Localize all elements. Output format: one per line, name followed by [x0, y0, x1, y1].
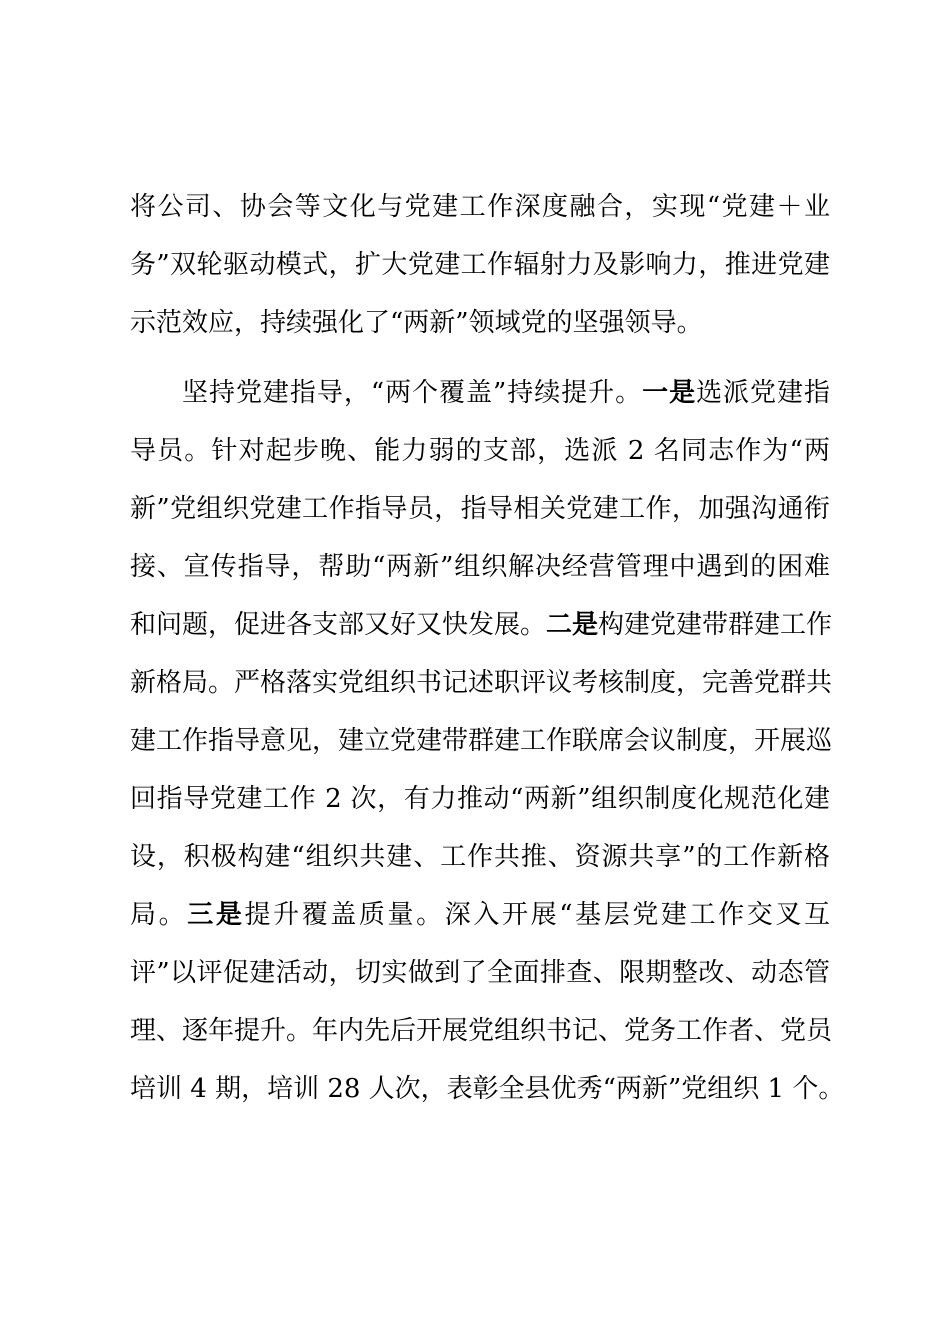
paragraph-2-line-9: 设，积极构建“组织共建、工作共推、资源共享”的工作新格 [130, 842, 830, 872]
paragraph-1-line-2: 务”双轮驱动模式，扩大党建工作辐射力及影响力，推进党建 [130, 250, 830, 280]
paragraph-2-line-4: 接、宣传指导，帮助“两新”组织解决经营管理中遇到的困难 [130, 552, 830, 582]
bold-marker-three: 三是 [187, 900, 245, 930]
paragraph-2-line-5 [130, 596, 833, 654]
paragraph-1-line-3: 示范效应，持续强化了“两新”领域党的坚强领导。 [130, 308, 703, 338]
paragraph-2-line-10 [130, 886, 830, 944]
line-text: 坚持党建指导，“两个覆盖”持续提升。 [182, 378, 643, 408]
bold-marker-two: 二是 [546, 610, 599, 640]
paragraph-2-line-6: 新格局。严格落实党组织书记述职评议考核制度，完善党群共 [130, 668, 833, 698]
line-text: 提升覆盖质量。深入开展“基层党建工作交叉互 [244, 900, 830, 930]
paragraph-2-line-1 [130, 364, 830, 422]
paragraph-2-line-3: 新”党组织党建工作指导员，指导相关党建工作，加强沟通衔 [130, 494, 830, 524]
paragraph-2-line-12: 理、逐年提升。年内先后开展党组织书记、党务工作者、党员 [130, 1016, 833, 1046]
paragraph-1-line-1: 将公司、协会等文化与党建工作深度融合，实现“党建＋业 [130, 192, 830, 222]
line-text: 构建党建带群建工作 [598, 610, 833, 640]
paragraph-2-line-7: 建工作指导意见，建立党建带群建工作联席会议制度，开展巡 [130, 726, 833, 756]
paragraph-2-line-11: 评”以评促建活动，切实做到了全面排查、限期整改、动态管 [130, 958, 830, 988]
line-text: 局。 [130, 900, 188, 930]
paragraph-2 [130, 364, 845, 1118]
line-text: 选派党建指 [696, 378, 830, 408]
bold-marker-one: 一是 [642, 378, 697, 408]
paragraph-2-line-13: 培训 4 期，培训 28 人次，表彰全县优秀“两新”党组织 1 个。 [130, 1074, 845, 1104]
line-text: 和问题，促进各支部又好又快发展。 [130, 610, 547, 640]
paragraph-2-line-8: 回指导党建工作 2 次，有力推动“两新”组织制度化规范化建 [130, 784, 830, 814]
paragraph-1 [130, 178, 830, 352]
paragraph-2-line-2: 导员。针对起步晚、能力弱的支部，选派 2 名同志作为“两 [130, 436, 830, 466]
